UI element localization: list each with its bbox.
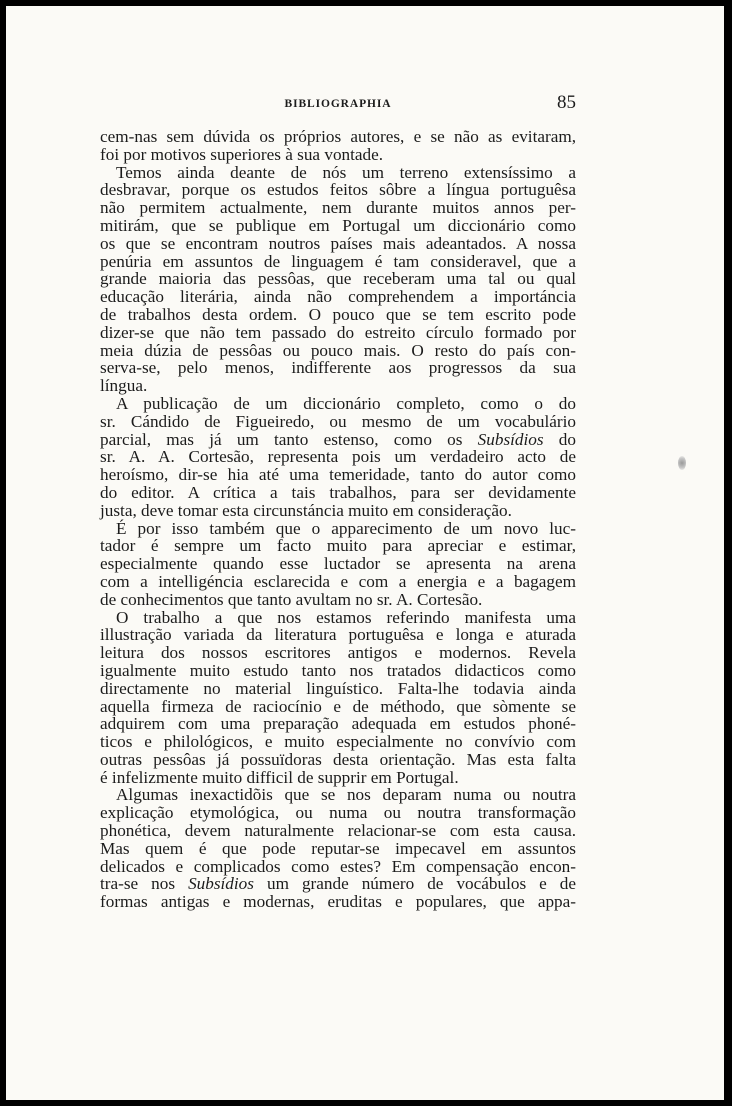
text-line: grande maioria das pessôas, que receberam uma tal ou qual	[100, 269, 576, 289]
text-line: É por isso também que o apparecimento de um novo luc-	[116, 518, 576, 538]
text-line: Mas quem é que pode reputar-se impecavel em assuntos	[100, 838, 576, 858]
text-line: formas antigas e modernas, eruditas e populares, que appa-	[100, 892, 576, 912]
italic-title: Subsídios	[188, 874, 254, 894]
text-line: tador é sempre um facto muito para apreciar e estimar,	[100, 536, 576, 556]
text-line: aquella firmeza de raciocínio e de méthodo, que sòmente se	[100, 696, 576, 716]
text-line: desbravar, porque os estudos feitos sôbre a língua portuguêsa	[100, 180, 576, 200]
text-line: dizer-se que não tem passado do estreito círculo formado por	[100, 322, 576, 342]
text-line: foi por motivos superiores à sua vontade.	[100, 144, 384, 164]
text-line: parcial, mas já um tanto estenso, como os Subsídios do	[100, 429, 576, 449]
text-line: do editor. A crítica a tais trabalhos, para ser devidamente	[100, 482, 576, 502]
text-line: mitirám, que se publique em Portugal um diccionário como	[100, 215, 576, 235]
text-line: não permitem actualmente, nem durante muitos annos per-	[100, 198, 576, 218]
text-line: é infelizmente muito difficil de supprir em Portugal.	[100, 767, 459, 787]
running-title: BIBLIOGRAPHIA	[284, 98, 392, 110]
text-line: adquirem com uma preparação adequada em estudos phoné-	[100, 714, 576, 734]
text-line: penúria em assuntos de linguagem é tam consideravel, que a	[100, 251, 576, 271]
text-line: ticos e philológicos, e muito especialmente no convívio com	[100, 732, 576, 752]
text-line: directamente no material linguístico. Falta-lhe todavia ainda	[100, 678, 576, 698]
text-line: explicação etymológica, ou numa ou noutra transformação	[100, 803, 576, 823]
italic-title: Subsídios	[477, 429, 544, 449]
book-page	[6, 6, 724, 1100]
text-line: cem-nas sem dúvida os próprios autores, e se não as evitaram,	[100, 127, 576, 146]
text-line: língua.	[100, 376, 148, 396]
text-line: illustração variada da literatura portuguêsa e longa e aturada	[100, 625, 576, 645]
text-line: sr. A. A. Cortesão, representa pois um verdadeiro acto de	[100, 447, 576, 467]
text-line: com a intelligéncia esclarecida e com a energia e a bagagem	[100, 571, 576, 591]
text-line: justa, deve tomar esta circunstáncia muito em consideração.	[100, 500, 512, 520]
text-line: tra-se nos Subsídios um grande número de vocábulos e de	[100, 874, 576, 894]
text-line: phonética, devem naturalmente relacionar-se com esta causa.	[100, 821, 576, 841]
text-line: educação literária, ainda não comprehendem a importáncia	[100, 287, 576, 307]
text-line: heroísmo, dir-se hia até uma temeridade, tanto do autor como	[100, 465, 576, 485]
text-line: Algumas inexactidõis que se nos deparam numa ou noutra	[116, 785, 576, 805]
text-line: de trabalhos desta ordem. O pouco que se tem escrito pode	[100, 304, 576, 324]
text-line: Temos ainda deante de nós um terreno extensíssimo a	[116, 162, 576, 182]
text-line: os que se encontram noutros países mais adeantados. A nossa	[100, 233, 576, 253]
text-line: leitura dos nossos escritores antigos e modernos. Revela	[100, 643, 576, 663]
text-line: serva-se, pelo menos, indifferente aos progressos da sua	[100, 358, 576, 378]
text-line: igualmente muito estudo tanto nos tratados didacticos como	[100, 660, 576, 680]
page-header	[100, 92, 576, 116]
paper-speck	[678, 456, 686, 470]
text-line: delicados e complicados como estes? Em compensação encon-	[100, 856, 576, 876]
text-line: meia dúzia de pessôas ou pouco mais. O resto do país con-	[100, 340, 576, 360]
text-line: de conhecimentos que tanto avultam no sr. A. Cortesão.	[100, 589, 483, 609]
text-line: O trabalho a que nos estamos referindo manifesta uma	[116, 607, 576, 627]
body-text	[100, 128, 576, 911]
text-line: outras pessôas já possuïdoras desta orientação. Mas esta falta	[100, 749, 576, 769]
page-number: 85	[557, 92, 576, 113]
text-line: sr. Cándido de Figueiredo, ou mesmo de um vocabulário	[100, 411, 576, 431]
text-line: A publicação de um diccionário completo, como o do	[116, 393, 576, 413]
text-line: especialmente quando esse luctador se apresenta na arena	[100, 554, 576, 574]
